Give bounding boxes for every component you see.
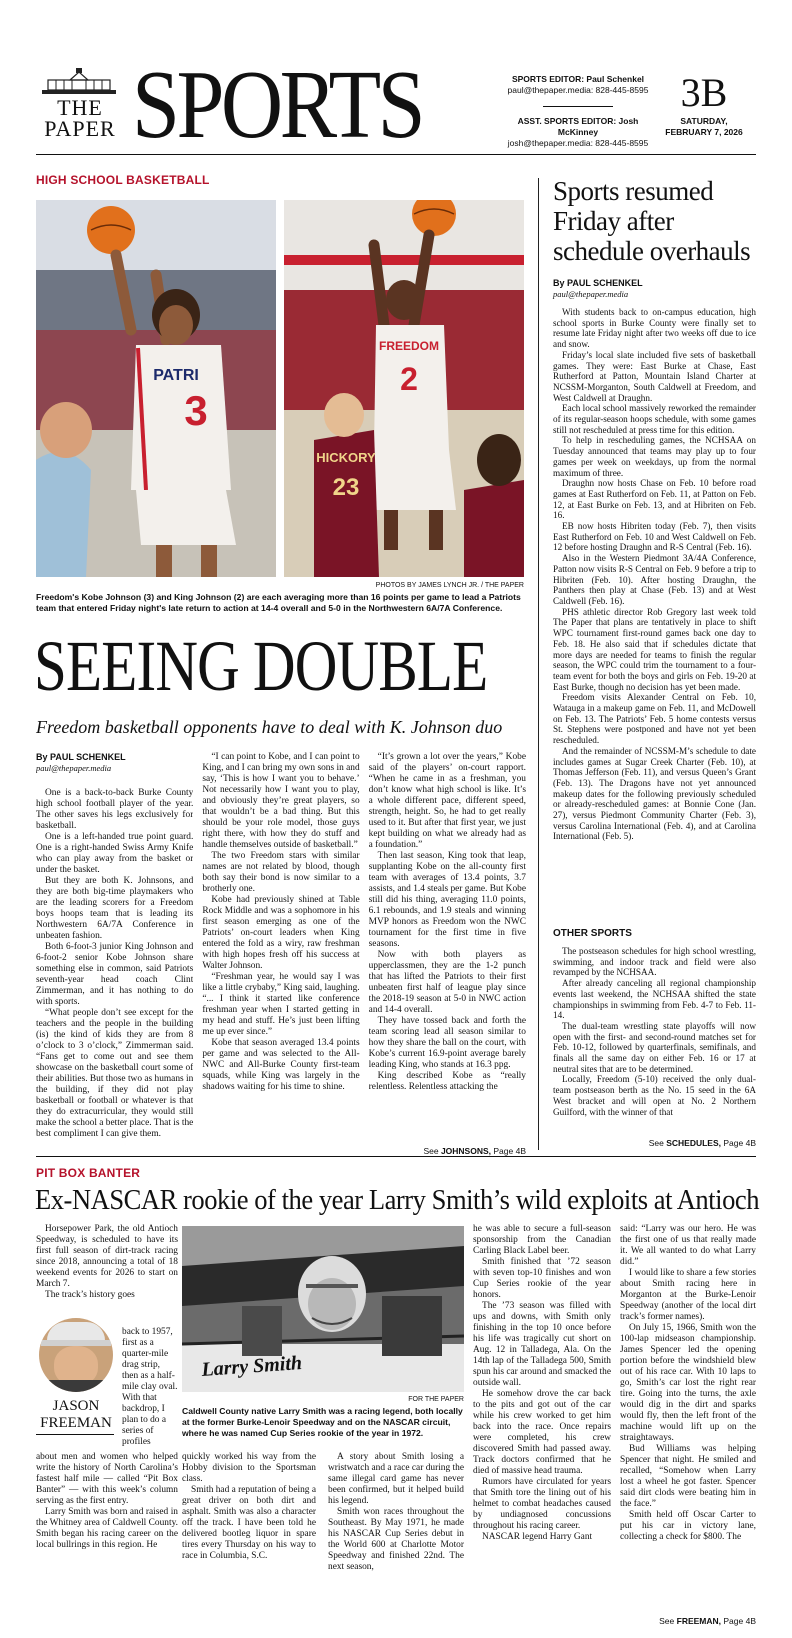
lead-paragraph: King described Kobe as “really relentless. Relentless attacking the <box>368 1071 526 1092</box>
lead-paragraph: Both 6-foot-3 junior King Johnson and 6-foot-2 senior Kobe Johnson share something else in common, said Patriots seventh-year head coach Clint Zimmerman, and it has nothing to do with sports. <box>36 942 194 1007</box>
columnist-first-name: JASON <box>52 1398 100 1414</box>
bottom-column-1-bottom <box>36 1452 178 1551</box>
bottom-paragraph: Smith had a reputation of being a great driver on both dirt and asphalt. Smith was also a character off the track. I have been told he delivered bootleg liquor in spare tires every Thursday on his way to race in Columbia, S.C. <box>182 1485 316 1561</box>
photo-kobe-johnson <box>36 200 276 577</box>
bottom-paragraph: The track’s history goes <box>45 1290 135 1300</box>
bottom-paragraph: He somehow drove the car back to the pits and got out of the car while his crew worked to get him back into the race. Once repairs were completed, his crew discovered Smith had passed away. Track doctors confirmed that he died of massive head trauma. <box>473 1389 611 1476</box>
jump-target: SCHEDULES, <box>666 1138 722 1148</box>
section-rule <box>36 1156 756 1157</box>
jump-target: JOHNSONS, <box>440 1146 492 1156</box>
issue-day: SATURDAY, <box>680 116 728 126</box>
lead-paragraph: One is a left-handed true point guard. One is a right-handed Swiss Army Knife who can play away from the basket or under the basket. <box>36 832 194 875</box>
lead-paragraph: “I can point to Kobe, and I can point to King, and I can bring my own sons in and say, ‘This is how I want you to behave.’ Not necessarily how I want you to play, and obviously they’re great players, so that wouldn’t be a bad thing. But this should be your role model, those guys right there, with how they do stuff and handle themselves outside of basketball.” <box>202 752 360 850</box>
section-title: SPORTS <box>132 51 423 159</box>
bottom-paragraph: Smith won races throughout the Southeast. By May 1971, he made his NASCAR Cup Series debut in the World 600 at Charlotte Motor Speedway and finished 22nd. The next season, <box>328 1507 464 1572</box>
asst-sports-editor-contact: josh@thepaper.media: 828-445-8595 <box>507 138 649 148</box>
sidebar-paragraph: Friday’s local slate included five sets of basketball games. They were: East Burke at Chase, East Rutherford at Patton, Mountain Island Charter at NCSSM-Morganton, South Caldwell at Freedom, and West Caldwell at Draughn. <box>553 349 756 403</box>
lead-paragraph: “Freshman year, he would say I was like a little crybaby,” King said, laughing. “... I think it started like conference freshman year when I started getting in my head and stuff. He’s just been lifting me up ever since.” <box>202 972 360 1037</box>
bottom-paragraph: A story about Smith losing a wristwatch and a race car during the same illegal card game has never been confirmed, but it helped build his legend. <box>328 1452 464 1506</box>
opponent-jersey-number: 23 <box>332 474 360 501</box>
lead-paragraph: “What people don’t see except for the teachers and the people in the building (is) the kind of kids they are from 8 o’clock to 3 o’clock,” Zimmerman said. “Fans get to come out and see them showcase on the basketball court some of their abilities. But those two as humans in the building, if they did not play basketball or football or whatever is that they do extracurricular, they would still make the school a better place. That is the best compliment I can give them. <box>36 1008 194 1139</box>
bottom-paragraph: NASCAR legend Harry Gant <box>482 1532 593 1542</box>
bottom-column-1-top <box>36 1224 178 1301</box>
lead-photo-caption: Freedom's Kobe Johnson (3) and King Johnson (2) are each averaging more than 16 points per game to lead a Patriots team that entered Friday night's late return to action at 14-4 overall and 5-0 in the Northwestern 6A/7A Conference. <box>36 592 521 613</box>
photo-larry-smith <box>182 1226 464 1392</box>
masthead-rule <box>36 154 756 155</box>
sidebar-paragraph: And the remainder of NCSSM-M’s schedule to date includes games at Sugar Creek Charter (Feb. 10), at Thomas Jefferson (Feb. 11), and versus Queen’s Grant (Feb. 13). The Dragons have not yet announced makeup dates for the following previously scheduled or already-rescheduled games: at Bonnie Cone (Jan. 27), versus Piedmont Community Charter (Feb. 3), versus Carolina International (Feb. 4), and at Carolina International (Feb. 5). <box>553 745 756 842</box>
sidebar-byline: By PAUL SCHENKEL <box>553 278 643 288</box>
bottom-column-3 <box>328 1452 464 1573</box>
jump-target: FREEMAN, <box>676 1616 722 1626</box>
bottom-paragraph: Smith finished that ’72 season with seven top-10 finishes and won Cup Series rookie of the year honors. <box>473 1257 611 1300</box>
bottom-paragraph: I would like to share a few stories about Smith racing here in Morganton at the Burke-Lenoir Speedway (another of the local dirt track’s former names). <box>620 1268 756 1322</box>
other-sports-paragraph: Locally, Freedom (5-10) received the only dual-team postseason berth as the No. 15 seed in the 6A West bracket and will open at No. 2 Northern Guilford, with the winner of that <box>553 1074 756 1117</box>
lead-paragraph: Kobe had previously shined at Table Rock Middle and was a sophomore in his first season emerging as one of the Patriots’ on-court leaders when King entered the fold as a wiry, raw freshman with high hopes fresh off his success at Walter Johnson. <box>202 895 360 971</box>
bottom-paragraph: The ’73 season was filled with ups and downs, with Smith only finishing in the top 10 once before his life was tragically cut short on Aug. 12 in Talladega, Ala. On the 14th lap of the Talladega 500, Smith spun his car around and smacked the outside wall. <box>473 1301 611 1388</box>
paper-logo <box>40 68 120 142</box>
issue-full-date: FEBRUARY 7, 2026 <box>665 127 743 137</box>
bottom-jump-line[interactable] <box>600 1616 756 1626</box>
lead-column-1 <box>36 752 193 1142</box>
bottom-paragraph: Horsepower Park, the old Antioch Speedway, is scheduled to have its first full season of dirt-track racing since 2018, announcing a total of 18 weekend events for 2026 to start on March 7. <box>36 1224 178 1289</box>
columnist-sig <box>36 1318 116 1450</box>
other-sports-paragraph: The postseason schedules for high school wrestling, swimming, and indoor track and field were also revamped by the NCHSAA. <box>553 946 756 978</box>
other-sports-paragraph: After already canceling all regional championship events last weekend, the NCHSAA shifted the state championships in swimming from Feb. 4-7 to Feb. 11-14. <box>553 978 756 1021</box>
lead-paragraph: The two Freedom stars with similar names are not related by blood, though both say their bond is now similar to a brotherly one. <box>202 851 360 894</box>
bottom-paragraph: Smith held off Oscar Carter to put his car in victory lane, collecting a check for $800. The <box>620 1510 756 1542</box>
bottom-paragraph: Rumors have circulated for years that Smith tore the lining out of his helmet to combat headaches caused by undiagnosed concussions throughout his racing career. <box>473 1477 611 1531</box>
jump-see: See <box>423 1146 441 1156</box>
lead-paragraph: One is a back-to-back Burke County high school football player of the year. The other saves his legs exclusively for basketball. <box>36 788 194 831</box>
page-number: 3B <box>680 70 728 115</box>
bottom-photo-caption: Caldwell County native Larry Smith was a racing legend, both locally at the former Burke-Lenoir Speedway and on the NASCAR circuit, where he was named Cup Series rookie of the year in 1972. <box>182 1406 463 1438</box>
sidebar-paragraph: Freedom visits Alexander Central on Feb. 10, Watauga in a makeup game on Feb. 11, and McDowell on Feb. 13. The Patriots’ Feb. 5 home contests versus St. Stephens were postponed and have not yet been rescheduled. <box>553 692 756 746</box>
column-divider <box>538 178 539 1150</box>
editors-block <box>500 74 656 149</box>
sidebar-byline-email: paul@thepaper.media <box>553 289 629 299</box>
bottom-photo-credit: FOR THE PAPER <box>408 1396 464 1403</box>
editors-divider <box>543 106 613 107</box>
paper-name-line1: THE <box>57 95 103 120</box>
other-sports-label: OTHER SPORTS <box>553 928 632 939</box>
lead-byline: By PAUL SCHENKEL <box>36 752 126 762</box>
sidebar-jump-line[interactable] <box>553 1138 756 1148</box>
car-lettering: Larry Smith <box>200 1352 303 1381</box>
jump-see: See <box>659 1616 677 1626</box>
sidebar-body <box>553 307 756 922</box>
lead-column-3 <box>369 752 526 1142</box>
courthouse-icon <box>40 68 118 96</box>
lead-jump-line[interactable] <box>330 1146 526 1156</box>
other-sports-paragraph: The dual-team wrestling state playoffs will now open with the first- and second-round matches set for Feb. 10-12, followed by quarterfinals, semifinals, and finals all the same day on either Feb. 16 or 17 at neutral sites that are to be determined. <box>553 1020 756 1074</box>
jump-see: See <box>648 1138 667 1148</box>
bottom-column-2 <box>182 1452 316 1562</box>
paper-name-line2: PAPER <box>44 116 116 141</box>
bottom-paragraph: he was able to secure a full-season sponsorship from the Canadian Carling Black Label beer. <box>473 1224 611 1256</box>
sidebar-paragraph: With students back to on-campus education, high school sports in Burke County were finally set to resume late Friday night after two weeks off due to ice and snow. <box>553 307 756 350</box>
asst-sports-editor: ASST. SPORTS EDITOR: Josh McKinney <box>517 116 639 137</box>
lead-paragraph: Now with both players as upperclassmen, they are the 1-2 punch that has lifted the Patriots to their first unbeaten first half of league play since the 2018-19 season at 5-0 in NWC action and 14-4 overall. <box>368 950 526 1015</box>
sidebar-paragraph: EB now hosts Hibriten today (Feb. 7), then visits East Rutherford on Feb. 10 and West Caldwell on Feb. 12 before hosting Draughn and R-S Central (Feb. 16). <box>553 521 756 553</box>
jersey-number-2: 2 <box>400 361 418 397</box>
lead-kicker: HIGH SCHOOL BASKETBALL <box>36 173 210 187</box>
sidebar-paragraph: Draughn now hosts Chase on Feb. 10 before road games at East Rutherford on Feb. 11, at Patton on Feb. 12, at East Burke on Feb. 13, and at Hibriten on Feb. 16. <box>553 478 756 521</box>
columnist-rule <box>36 1434 114 1435</box>
lead-body <box>36 752 526 1142</box>
masthead <box>36 51 756 159</box>
bottom-column-1-wrap: back to 1957, first as a quarter-mile drag strip, then as a half-mile clay oval. With that backdrop, I plan to do a series of profiles <box>122 1327 178 1447</box>
issue-date <box>654 116 754 138</box>
lead-subhead: Freedom basketball opponents have to deal with K. Johnson duo <box>36 717 503 737</box>
sports-editor: SPORTS EDITOR: Paul Schenkel <box>511 74 645 84</box>
bottom-headline: Ex-NASCAR rookie of the year Larry Smith’s wild exploits at Antioch <box>35 1184 760 1216</box>
jersey-number-3: 3 <box>184 387 208 434</box>
bottom-paragraph: Larry Smith was born and raised in the Whitney area of Caldwell County. Smith began his racing career on the local bullrings in this region. He <box>36 1507 178 1550</box>
lead-paragraph: Kobe that season averaged 13.4 points per game and was selected to the All-NWC and All-Burke County first-team squads, while King was largely in the shadows waiting for his time to shine. <box>202 1038 360 1092</box>
bottom-kicker: PIT BOX BANTER <box>36 1166 141 1180</box>
bottom-paragraph: said: “Larry was our hero. He was the first one of us that really made it. We all wanted to do what Larry did.” <box>620 1224 756 1267</box>
lead-column-2 <box>202 752 359 1142</box>
sidebar-headline: Sports resumed Friday after schedule overhauls <box>553 176 751 266</box>
lead-paragraph: They have tossed back and forth the team scoring lead all season similar to how they share the ball on the court, with Kobe’s current 16.9-point average barely leading King, who stands at 16.3 ppg. <box>368 1016 526 1070</box>
lead-photo-credit: PHOTOS BY JAMES LYNCH JR. / THE PAPER <box>375 582 524 589</box>
jersey-text-right: FREEDOM <box>379 339 439 353</box>
jersey-text-left: PATRI <box>153 367 199 384</box>
bottom-paragraph: Bud Williams was helping Spencer that night. He smiled and recalled, “Somehow when Larry lost a wheel he got faster. Spencer said dirt clods were beating him in the face.” <box>620 1444 756 1509</box>
columnist-last-name: FREEMAN <box>40 1415 112 1431</box>
columnist-avatar <box>39 1318 113 1392</box>
bottom-paragraph: quickly worked his way from the Hobby division to the Sportsman class. <box>182 1452 316 1484</box>
bottom-paragraph: On July 15, 1966, Smith won the 100-lap midseason championship. James Spencer led the opening portion before the windshield blew out of his race car. With 10 laps to go, Smith’s car lost the right rear tire. Going into the turns, the axle would dig in the dirt and sparks would fly, then the left front of the machine would lift up on the straightaways. <box>620 1323 756 1443</box>
opponent-jersey-text: HICKORY <box>316 450 376 465</box>
sidebar-paragraph: PHS athletic director Rob Gregory last week told The Paper that plans are tentatively in place to shift WPC tournament first-round games back one day to Feb. 18. He also said that if schedules dictate that more days are needed for teams to finish the regular season, the WPC could trim the tournament to a four-team event for both the boys and girls on Feb. 19-20 at East Burke, though no decision has yet been made. <box>553 606 756 692</box>
jump-page: Page 4B <box>721 1138 756 1148</box>
bottom-column-5 <box>620 1224 756 1614</box>
sidebar-paragraph: To help in rescheduling games, the NCHSAA on Tuesday announced that teams may play up to four games per week on weekdays, up from the normal maximum of three. <box>553 435 756 478</box>
sidebar-paragraph: Also in the Western Piedmont 3A/4A Conference, Patton now visits R-S Central on Feb. 9 before a trip to Hibriten (Feb. 10). After hosting Draughn, the Panthers then play at Chase (Feb. 13) and at West Caldwell (Feb. 16). <box>553 553 756 606</box>
photo-king-johnson <box>284 200 524 577</box>
bottom-paragraph: about men and women who helped write the history of North Carolina’s fastest half mile — called “Pit Box Banter” — with this week’s column serving as the first entry. <box>36 1452 178 1506</box>
jump-page: Page 4B <box>721 1616 756 1626</box>
lead-paragraph: Then last season, King took that leap, supplanting Kobe on the all-county first team with averages of 13.4 points, 3.7 assists, and 1.4 steals per game. But Kobe still did his thing, averaging 11.0 points, 6.1 rebounds, and 1.9 steals and winning MVP honors as Freedom won the NWC tournament for the first time in five seasons. <box>368 851 526 949</box>
lead-paragraph: But they are both K. Johnsons, and they are both big-time playmakers who are the leading scorers for a Freedom boys hoops team that is leading its Northwestern 6A/7A Conference in unbeaten fashion. <box>36 876 194 941</box>
other-sports-body <box>553 946 756 1138</box>
bottom-column-4 <box>473 1224 611 1624</box>
lead-headline: SEEING DOUBLE <box>34 626 488 706</box>
sidebar-paragraph: Each local school massively reworked the remainder of its regular-season hoops schedule, with some games still not rescheduled at press time for this edition. <box>553 403 756 435</box>
lead-paragraph: “It’s grown a lot over the years,” Kobe said of the players’ on-court rapport. “When he came in as a freshman, you don’t know what high school is like. It’s a whole different pace, different speed, strength, height. So, he had to get really used to it. But after that first year, we just kept building on what we already had as a foundation.” <box>368 752 526 850</box>
sports-editor-contact: paul@thepaper.media: 828-445-8595 <box>507 85 649 95</box>
jump-page: Page 4B <box>491 1146 526 1156</box>
lead-byline-email: paul@thepaper.media <box>36 763 112 773</box>
